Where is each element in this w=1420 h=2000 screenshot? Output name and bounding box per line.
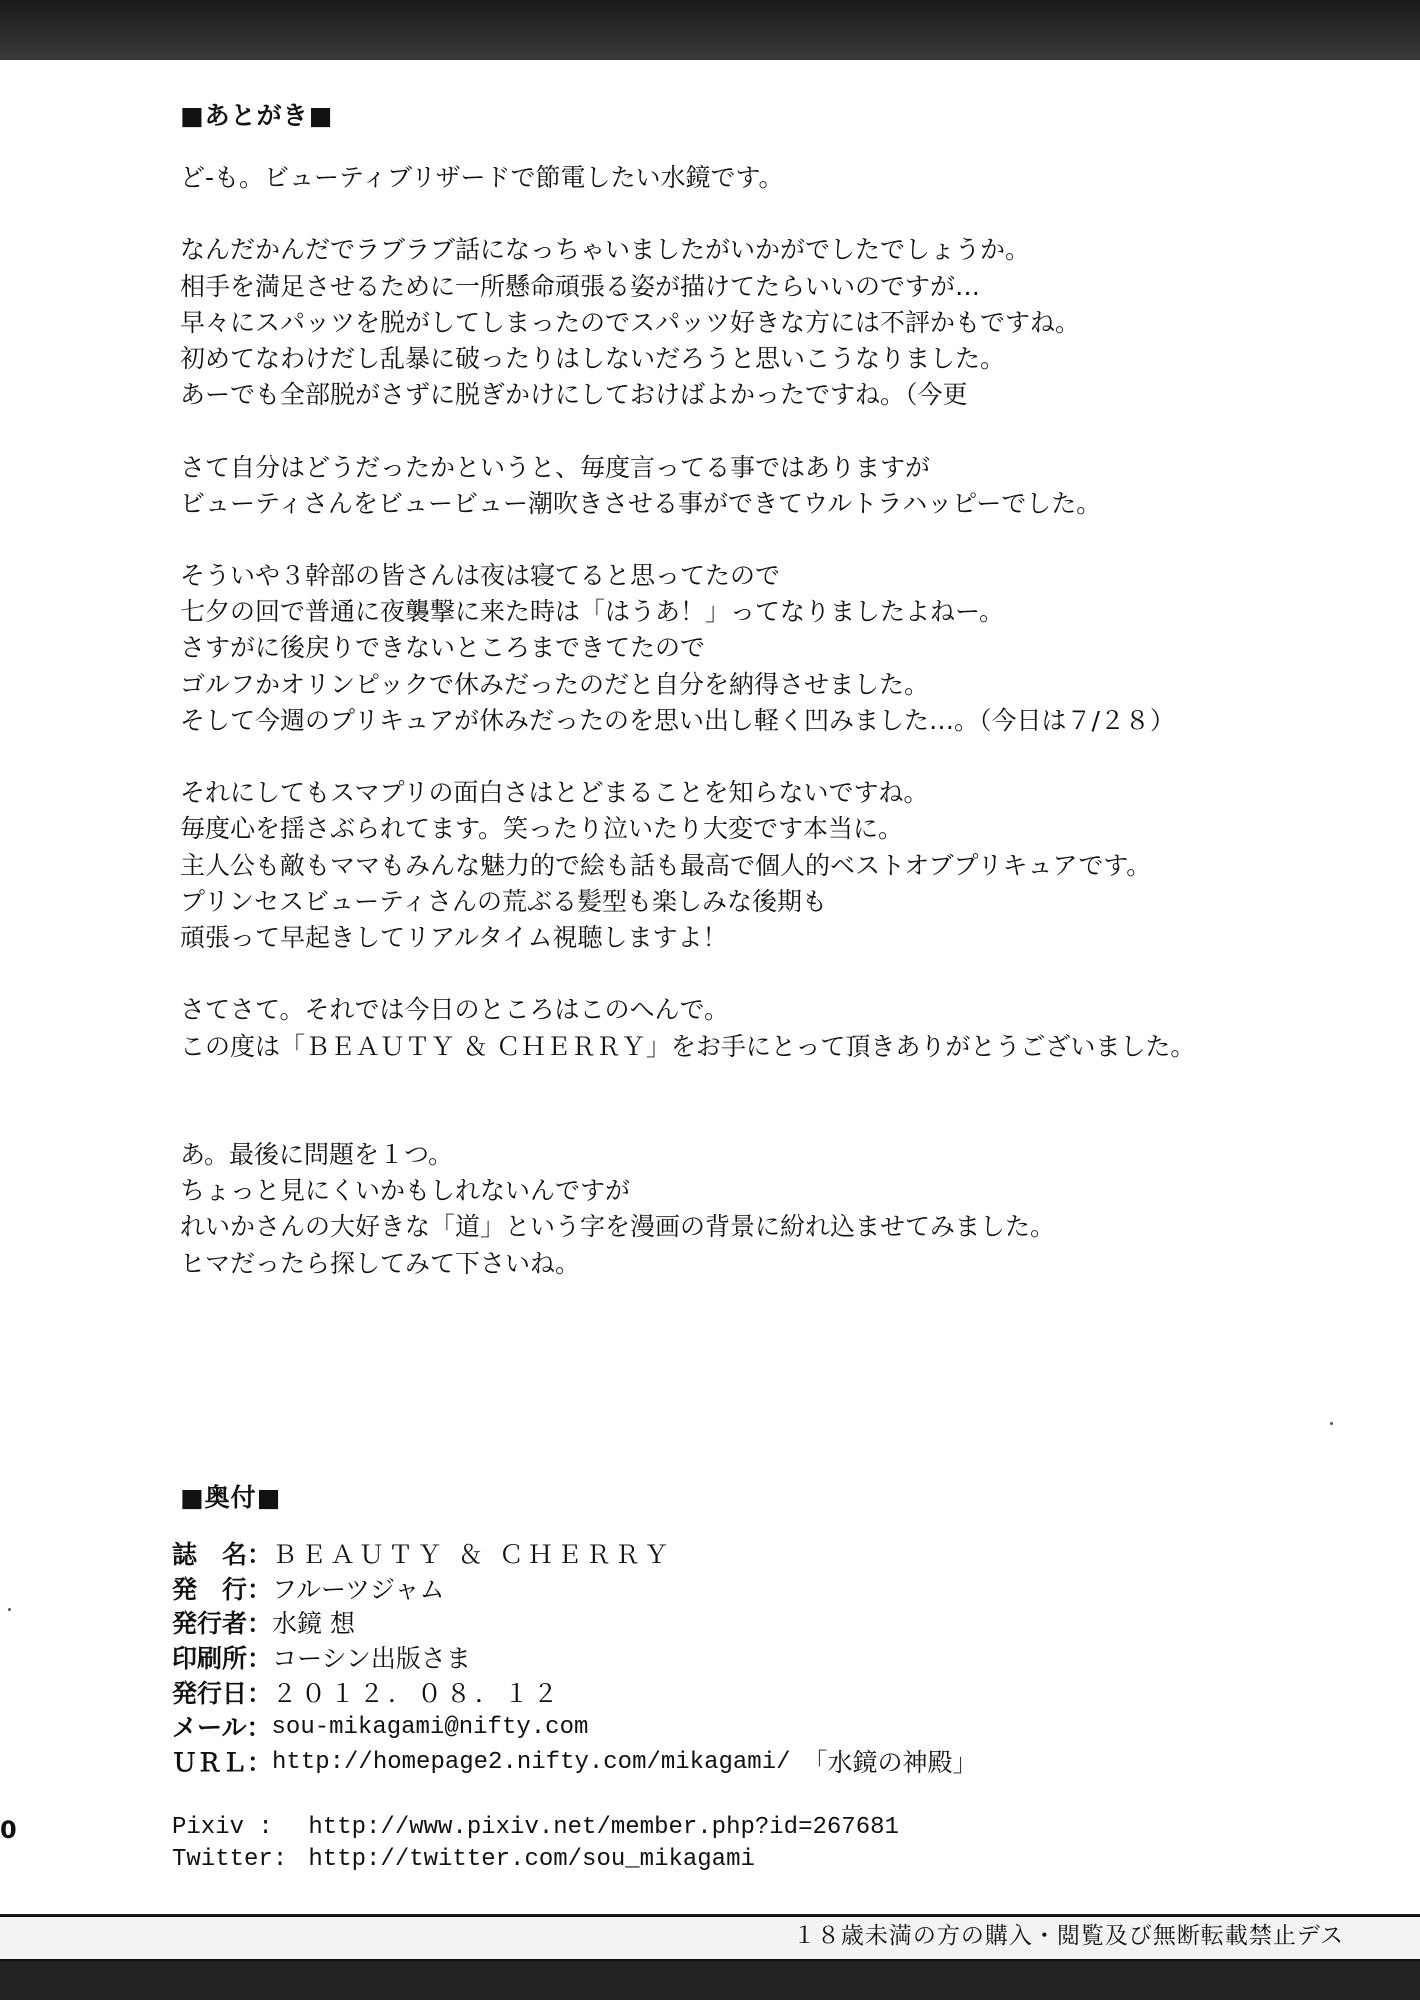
afterword-line: ちょっと見にくいかもしれないんですが xyxy=(180,1176,631,1206)
afterword-line: 頑張って早起きしてリアルタイム視聴しますよ！ xyxy=(180,922,728,952)
scan-speck xyxy=(8,1608,11,1611)
afterword-line: 七夕の回で普通に夜襲撃に来た時は「はうあ！」ってなりましたよねー。 xyxy=(180,597,1005,627)
colophon xyxy=(172,1538,1322,1781)
afterword-line: 相手を満足させるために一所懸命頑張る姿が描けてたらいいのですが… xyxy=(180,271,981,301)
afterword-line: そういや３幹部の皆さんは夜は寝てると思ってたので xyxy=(180,561,781,591)
age-restriction-notice: １８歳未満の方の購入・閲覧及び無断転載禁止デス xyxy=(792,1923,1344,1949)
scan-speck xyxy=(1330,1422,1333,1425)
paragraph-gap xyxy=(180,956,1340,992)
homepage-link[interactable]: http://homepage2.nifty.com/mikagami/ xyxy=(272,1749,791,1777)
afterword-line: 初めてなわけだし乱暴に破ったりはしないだろうと思いこうなりました。 xyxy=(180,343,1006,373)
page-number: 0 xyxy=(0,1816,17,1844)
pixiv-label: Pixiv : xyxy=(172,1814,273,1841)
pixiv-row xyxy=(172,1812,899,1844)
colophon-row-printer xyxy=(172,1642,1322,1677)
afterword-line: さて自分はどうだったかというと、毎度言ってる事ではありますが xyxy=(180,452,931,482)
afterword-line: ビューティさんをビュービュー潮吹きさせる事ができてウルトラハッピーでした。 xyxy=(180,488,1102,518)
colophon-label: 発行者： xyxy=(172,1609,273,1639)
pixiv-link[interactable]: http://www.pixiv.net/member.php?id=267681 xyxy=(308,1814,899,1841)
colophon-heading: ■奥付■ xyxy=(180,1483,282,1512)
mail-link[interactable]: sou-mikagami@nifty.com xyxy=(271,1714,589,1742)
afterword-line: 早々にスパッツを脱がしてしまったのでスパッツ好きな方には不評かもですね。 xyxy=(180,307,1081,337)
colophon-value: コーシン出版さま xyxy=(272,1644,471,1674)
colophon-label: 誌 名： xyxy=(172,1540,273,1569)
afterword-line: さすがに後戻りできないところまできてたので xyxy=(180,633,706,663)
colophon-row-publisher xyxy=(172,1573,1322,1608)
afterword-line: さてさて。それでは今日のところはこのへんで。 xyxy=(180,995,730,1025)
colophon-row-date xyxy=(172,1677,1322,1712)
paragraph-gap xyxy=(180,413,1340,449)
top-scan-border xyxy=(0,0,1420,60)
afterword-line: それにしてもスマプリの面白さはとどまることを知らないですね。 xyxy=(180,778,929,808)
afterword-heading: ■あとがき■ xyxy=(180,101,334,130)
colophon-row-title xyxy=(172,1538,1322,1573)
twitter-label: Twitter: xyxy=(172,1846,288,1873)
colophon-row-mail xyxy=(172,1711,1322,1746)
afterword-line: プリンセスビューティさんの荒ぶる髪型も楽しみな後期も xyxy=(180,886,828,916)
colophon-label: 印刷所： xyxy=(172,1644,273,1674)
paragraph-gap xyxy=(180,1065,1340,1101)
afterword-line: なんだかんだでラブラブ話になっちゃいましたがいかがでしたでしょうか。 xyxy=(180,235,1031,265)
afterword-line: そして今週のプリキュアが休みだったのを思い出し軽く凹みました…。（今日は７/２８） xyxy=(180,705,1175,735)
twitter-link[interactable]: http://twitter.com/sou_mikagami xyxy=(308,1846,755,1873)
afterword-line: この度は「ＢＥＡＵＴＹ ＆ ＣＨＥＲＲＹ」をお手にとって頂きありがとうございました。 xyxy=(180,1031,1196,1061)
colophon-label: ＵＲＬ： xyxy=(172,1748,273,1778)
afterword-line: ど-も。ビューティブリザードで節電したい水鏡です。 xyxy=(180,163,784,192)
afterword-line: あーでも全部脱がさずに脱ぎかけにしておけばよかったですね。（今更 xyxy=(180,380,968,410)
afterword-line: れいかさんの大好きな「道」という字を漫画の背景に紛れ込ませてみました。 xyxy=(180,1212,1056,1242)
afterword-body xyxy=(180,160,1340,1282)
twitter-row xyxy=(172,1844,899,1876)
colophon-value: フルーツジャム xyxy=(272,1574,445,1604)
social-links xyxy=(172,1812,899,1876)
colophon-label: 発 行： xyxy=(172,1574,273,1604)
paragraph-gap xyxy=(180,1101,1340,1137)
afterword-line: あ。最後に問題を１つ。 xyxy=(180,1140,454,1170)
paragraph-gap xyxy=(180,522,1340,558)
site-name: 「水鏡の神殿」 xyxy=(802,1748,978,1778)
afterword-line: ヒマだったら探してみて下さいね。 xyxy=(180,1248,581,1278)
colophon-value: ＢＥＡＵＴＹ ＆ ＣＨＥＲＲＹ xyxy=(272,1540,673,1569)
afterword-line: 毎度心を揺さぶられてます。笑ったり泣いたり大変です本当に。 xyxy=(180,814,904,844)
paragraph-gap xyxy=(180,196,1340,232)
afterword-line: ゴルフかオリンピックで休みだったのだと自分を納得させました。 xyxy=(180,669,930,699)
colophon-value: ２０１２．０８．１２ xyxy=(272,1678,563,1708)
colophon-label: 発行日： xyxy=(172,1678,273,1708)
paragraph-gap xyxy=(180,739,1340,775)
colophon-value: 水鏡 想 xyxy=(272,1609,355,1639)
colophon-row-issuer xyxy=(172,1607,1322,1642)
afterword-line: 主人公も敵もママもみんな魅力的で絵も話も最高で個人的ベストオブプリキュアです。 xyxy=(180,850,1152,880)
colophon-label: メール： xyxy=(172,1713,272,1743)
colophon-row-url xyxy=(172,1746,1322,1781)
